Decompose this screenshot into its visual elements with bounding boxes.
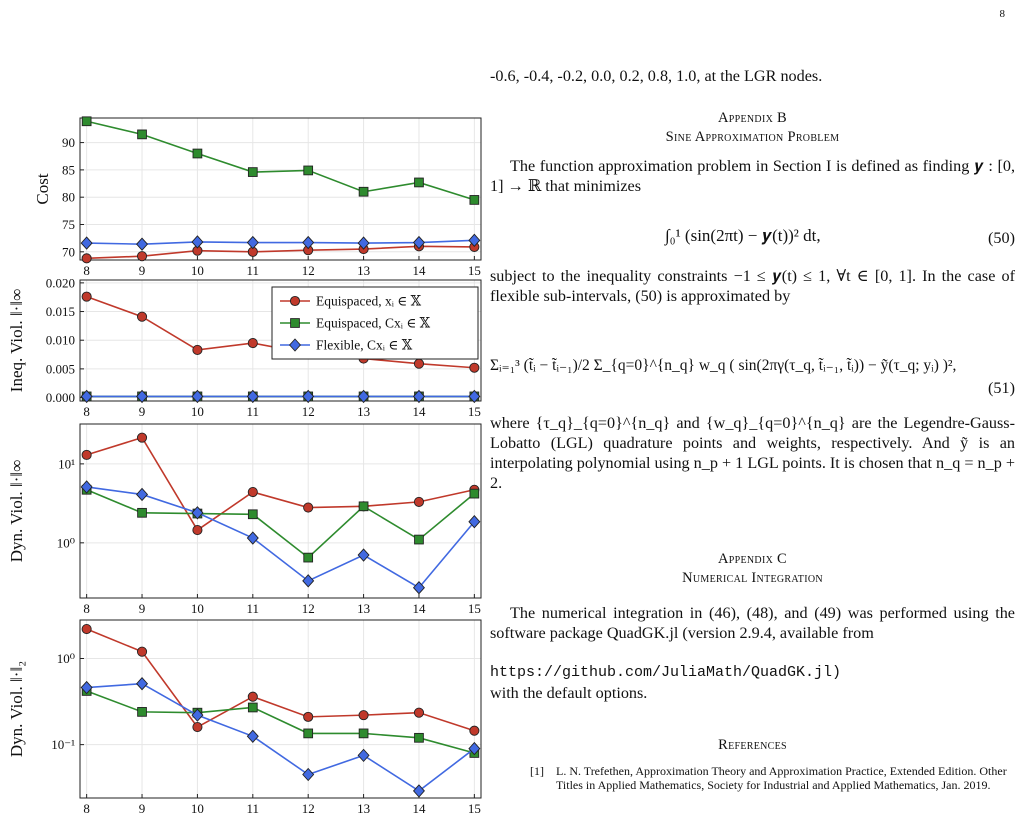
x-tick-label: 15 — [467, 801, 481, 815]
x-tick-label: 8 — [83, 263, 90, 278]
paragraph-b3: where {τ_q}_{q=0}^{n_q} and {w_q}_{q=0}^{n_q} are the Legendre-Gauss-Lobatto (LGL) quadrature points and weights, respectively. And ỹ is an interpolating polynomial using n_p + 1 LGL points. It is chosen that n_q = n_p + 2. — [490, 414, 1015, 492]
y-tick-label: 0.010 — [45, 332, 75, 348]
appendix-b-label: Appendix B — [718, 110, 787, 126]
equation-50-number: (50) — [988, 229, 1015, 247]
data-point — [415, 535, 424, 544]
data-point — [470, 363, 479, 372]
x-tick-label: 11 — [246, 801, 260, 815]
x-tick-label: 12 — [301, 601, 315, 616]
page-number: 8 — [999, 8, 1005, 20]
data-point — [137, 312, 146, 321]
y-tick-label: 80 — [62, 189, 75, 205]
data-point — [82, 624, 91, 633]
y-tick-label: 0.005 — [45, 361, 75, 377]
data-point — [248, 510, 257, 519]
x-tick-label: 15 — [467, 601, 481, 616]
data-point — [414, 359, 423, 368]
panel-1 — [33, 117, 481, 278]
data-point — [359, 502, 368, 511]
paragraph-b2: subject to the inequality constraints −1 ≤ 𝒚(t) ≤ 1, ∀t ∈ [0, 1]. In the case of flexible sub-intervals, (50) is approximated by — [490, 267, 1015, 305]
y-tick-label: 0.020 — [45, 275, 75, 291]
data-point — [137, 252, 146, 261]
panel-2 — [7, 275, 481, 419]
x-tick-label: 10 — [190, 263, 204, 278]
data-point — [137, 488, 148, 500]
data-point — [137, 678, 148, 690]
data-point — [415, 178, 424, 187]
top-line: -0.6, -0.4, -0.2, 0.0, 0.2, 0.8, 1.0, at the LGR nodes. — [490, 67, 823, 85]
x-tick-label: 12 — [301, 801, 315, 815]
collocation-figure — [0, 108, 485, 815]
data-point — [304, 553, 313, 562]
equation-51 — [490, 348, 1015, 404]
legend-marker — [291, 319, 300, 328]
x-tick-label: 13 — [357, 404, 371, 419]
data-point — [470, 489, 479, 498]
data-point — [470, 196, 479, 205]
data-point — [193, 149, 202, 158]
x-tick-label: 11 — [246, 404, 260, 419]
data-point — [304, 166, 313, 175]
x-tick-label: 9 — [138, 601, 146, 616]
x-tick-label: 8 — [83, 404, 90, 419]
x-tick-label: 15 — [467, 263, 481, 278]
legend-marker — [290, 296, 299, 305]
x-tick-label: 11 — [246, 601, 260, 616]
x-tick-label: 13 — [357, 801, 371, 815]
y-tick-label: 75 — [62, 217, 75, 232]
data-point — [470, 726, 479, 735]
data-point — [415, 733, 424, 742]
data-point — [304, 729, 313, 738]
data-point — [247, 532, 258, 544]
data-point — [247, 237, 258, 249]
data-point — [247, 730, 258, 742]
x-tick-label: 9 — [138, 404, 146, 419]
legend — [272, 287, 478, 359]
panel-4 — [7, 620, 481, 815]
y-tick-label: 0.000 — [45, 390, 75, 406]
paragraph-c1: The numerical integration in (46), (48), and (49) was performed using the software package QuadGK.jl (version 2.9.4, available from — [490, 604, 1015, 642]
y-tick-label: 0.015 — [45, 304, 75, 320]
x-tick-label: 14 — [412, 601, 426, 616]
data-point — [82, 117, 91, 126]
y-tick-label: 10¹ — [58, 456, 75, 472]
appendix-c-label: Appendix C — [718, 551, 787, 567]
x-tick-label: 9 — [138, 801, 146, 815]
x-tick-label: 8 — [83, 601, 90, 616]
panel-3 — [7, 424, 481, 616]
equation-50-body: ∫₀¹ (sin(2πt) − 𝒚(t))² dt, — [665, 226, 821, 245]
data-point — [414, 785, 425, 797]
data-point — [193, 525, 202, 534]
x-tick-label: 10 — [190, 404, 204, 419]
legend-entry-label: Equispaced, Cxᵢ ∈ 𝕏 — [316, 315, 431, 331]
x-tick-label: 12 — [301, 404, 315, 419]
x-tick-label: 14 — [412, 263, 426, 278]
y-axis-label: Dyn. Viol. ‖·‖∞ — [7, 459, 26, 563]
equation-51-number: (51) — [988, 379, 1015, 397]
data-point — [193, 722, 202, 731]
appendix-c-title: Numerical Integration — [682, 570, 823, 586]
x-tick-label: 13 — [357, 601, 371, 616]
data-point — [82, 254, 91, 263]
data-point — [304, 503, 313, 512]
data-point — [304, 712, 313, 721]
y-axis-label: Cost — [33, 173, 52, 205]
series-line — [87, 691, 475, 753]
x-tick-label: 14 — [412, 801, 426, 815]
data-point — [248, 692, 257, 701]
data-point — [358, 549, 369, 561]
right-column — [490, 0, 1015, 815]
data-point — [137, 433, 146, 442]
data-point — [248, 487, 257, 496]
y-tick-label: 10⁰ — [56, 651, 75, 667]
appendix-b-title: Sine Approximation Problem — [665, 129, 840, 145]
references-title: References — [718, 737, 787, 753]
y-tick-label: 10⁰ — [56, 535, 75, 551]
data-point — [359, 729, 368, 738]
data-point — [359, 187, 368, 196]
data-point — [358, 749, 369, 761]
y-axis-label: Ineq. Viol. ‖·‖∞ — [7, 288, 26, 393]
data-point — [414, 708, 423, 717]
data-point — [82, 292, 91, 301]
x-tick-label: 12 — [301, 263, 315, 278]
y-tick-label: 90 — [62, 135, 75, 151]
x-tick-label: 15 — [467, 404, 481, 419]
x-tick-label: 10 — [190, 801, 204, 815]
data-point — [192, 236, 203, 248]
legend-entry-label: Equispaced, xᵢ ∈ 𝕏 — [316, 293, 422, 309]
data-point — [248, 168, 257, 177]
y-tick-label: 85 — [62, 162, 75, 178]
y-tick-label: 10⁻¹ — [51, 737, 75, 753]
data-point — [81, 237, 92, 249]
paragraph-b1: The function approximation problem in Section I is defined as finding 𝒚 : [0, 1] → ℝ that minimizes — [490, 157, 1015, 195]
data-point — [248, 703, 257, 712]
equation-50 — [490, 222, 1015, 262]
y-axis-label: Dyn. Viol. ‖·‖₂ — [7, 660, 26, 758]
x-tick-label: 10 — [190, 601, 204, 616]
data-point — [303, 237, 314, 249]
x-tick-label: 11 — [246, 263, 260, 278]
data-point — [82, 450, 91, 459]
y-tick-label: 70 — [62, 244, 75, 260]
data-point — [359, 711, 368, 720]
data-point — [414, 497, 423, 506]
data-point — [138, 707, 147, 716]
data-point — [138, 130, 147, 139]
x-tick-label: 14 — [412, 404, 426, 419]
x-tick-label: 8 — [83, 801, 90, 815]
data-point — [248, 338, 257, 347]
data-point — [193, 345, 202, 354]
quadgk-url-link[interactable]: https://github.com/JuliaMath/QuadGK.jl) — [490, 664, 842, 681]
data-point — [138, 508, 147, 517]
data-point — [303, 768, 314, 780]
x-tick-label: 9 — [138, 263, 146, 278]
data-point — [137, 647, 146, 656]
data-point — [137, 238, 148, 250]
equation-51-body: Σᵢ₌₁³ (t̃ᵢ − t̃ᵢ₋₁)/2 Σ_{q=0}^{n_q} w_q ( sin(2πγ(τ_q, t̃ᵢ₋₁, t̃ᵢ)) − ỹ(τ_q; yᵢ) )², — [490, 357, 957, 374]
reference-1-label: [1] — [530, 764, 544, 778]
legend-entry-label: Flexible, Cxᵢ ∈ 𝕏 — [316, 337, 413, 353]
x-tick-label: 13 — [357, 263, 371, 278]
paragraph-c2: with the default options. — [490, 684, 648, 702]
reference-1-text: L. N. Trefethen, Approximation Theory and Approximation Practice, Extended Edition. Other Titles in Applied Mathematics, Society for Industrial and Applied Mathematics, Jan. 2019. — [556, 764, 1007, 792]
data-point — [303, 575, 314, 587]
